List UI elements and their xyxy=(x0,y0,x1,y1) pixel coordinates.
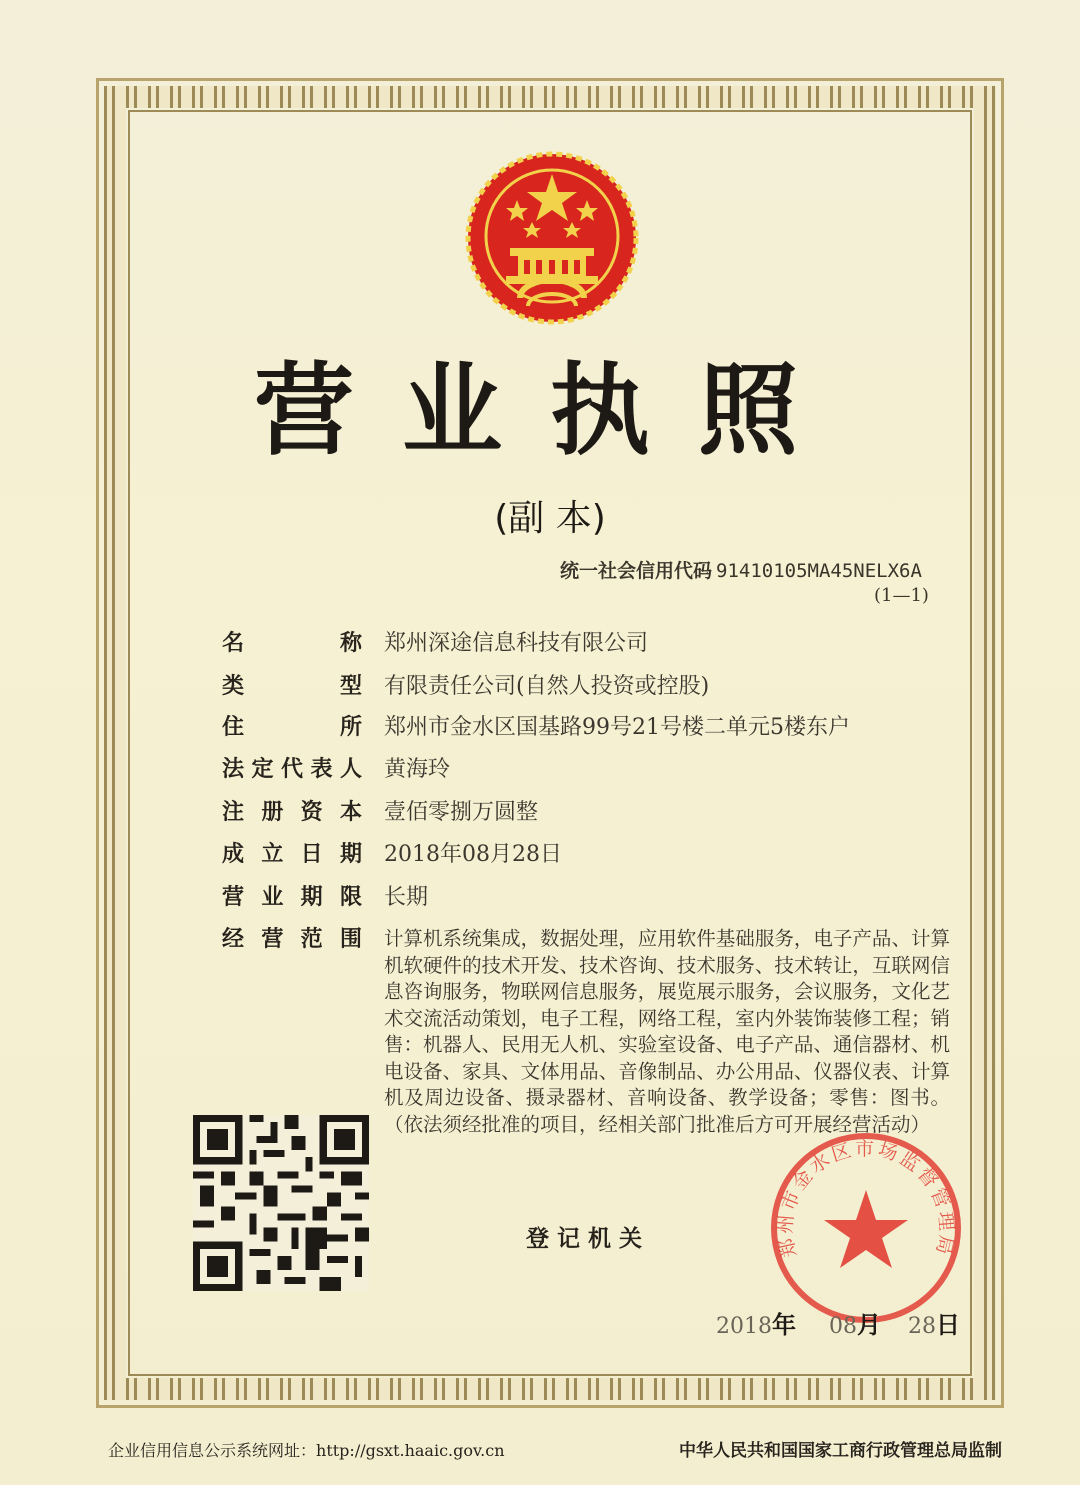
footer-website-label: 企业信用信息公示系统网址： xyxy=(108,1441,317,1460)
field-value: 黄海玲 xyxy=(384,757,451,782)
national-emblem-icon xyxy=(462,148,642,330)
field-label: 注 册 资 本 xyxy=(222,800,362,825)
field-label: 住 所 xyxy=(222,715,362,740)
field-value: 郑州深途信息科技有限公司 xyxy=(384,631,649,656)
year-char: 年 xyxy=(772,1311,796,1339)
month-char: 月 xyxy=(857,1311,881,1339)
document-subtitle: (副 本) xyxy=(494,498,606,539)
footer-website xyxy=(108,1438,505,1461)
field-value: 有限责任公司(自然人投资或控股) xyxy=(384,674,710,699)
issue-date xyxy=(716,1305,960,1340)
business-scope-text: 计算机系统集成，数据处理，应用软件基础服务，电子产品、计算机软硬件的技术开发、技术咨询、技术服务、技术转让，互联网信息咨询服务，物联网信息服务，展览展示服务，会议服务，文化艺术交流活动策划，电子工程，网络工程，室内外装饰装修工程；销售：机器人、民用无人机、实验室设备、电子产品、通信器材、机电设备、家具、文体用品、音像制品、办公用品、仪器仪表、计算机及周边设备、摄录器材、音响设备、教学设备；零售：图书。（依法须经批准的项目，经相关部门批准后方可开展经营活动） xyxy=(384,927,950,1136)
field-label: 法 定 代 表 人 xyxy=(222,757,362,782)
credit-code-label: 统一社会信用代码 xyxy=(560,560,713,582)
issue-day: 28 xyxy=(908,1314,936,1339)
official-seal-icon xyxy=(766,1128,966,1328)
footer-website-url: http://gsxt.haaic.gov.cn xyxy=(316,1441,505,1460)
registration-authority-label: 登记机关 xyxy=(526,1226,650,1252)
field-label: 成 立 日 期 xyxy=(222,842,362,867)
field-value: 2018年08月28日 xyxy=(384,842,562,867)
seal-text: 郑州市金水区市场监督管理局 xyxy=(774,1137,958,1260)
field-label: 类 型 xyxy=(222,674,362,699)
issue-month: 08 xyxy=(829,1314,857,1339)
credit-code-value: 91410105MA45NELX6A xyxy=(716,560,922,582)
credit-code-line xyxy=(560,556,922,583)
day-char: 日 xyxy=(936,1311,960,1339)
field-value: 郑州市金水区国基路99号21号楼二单元5楼东户 xyxy=(384,715,850,740)
field-label: 营 业 期 限 xyxy=(222,885,362,910)
field-label: 经 营 范 围 xyxy=(222,927,362,952)
qr-code-icon xyxy=(193,1115,369,1291)
field-value: 长期 xyxy=(384,885,429,910)
copy-index: (1—1) xyxy=(874,585,929,606)
footer-supervisor: 中华人民共和国国家工商行政管理总局监制 xyxy=(679,1441,1002,1461)
field-value: 壹佰零捌万圆整 xyxy=(384,800,539,825)
field-label: 名 称 xyxy=(222,631,362,656)
issue-year: 2018 xyxy=(716,1314,772,1339)
document-title: 营业执照 xyxy=(254,352,846,469)
